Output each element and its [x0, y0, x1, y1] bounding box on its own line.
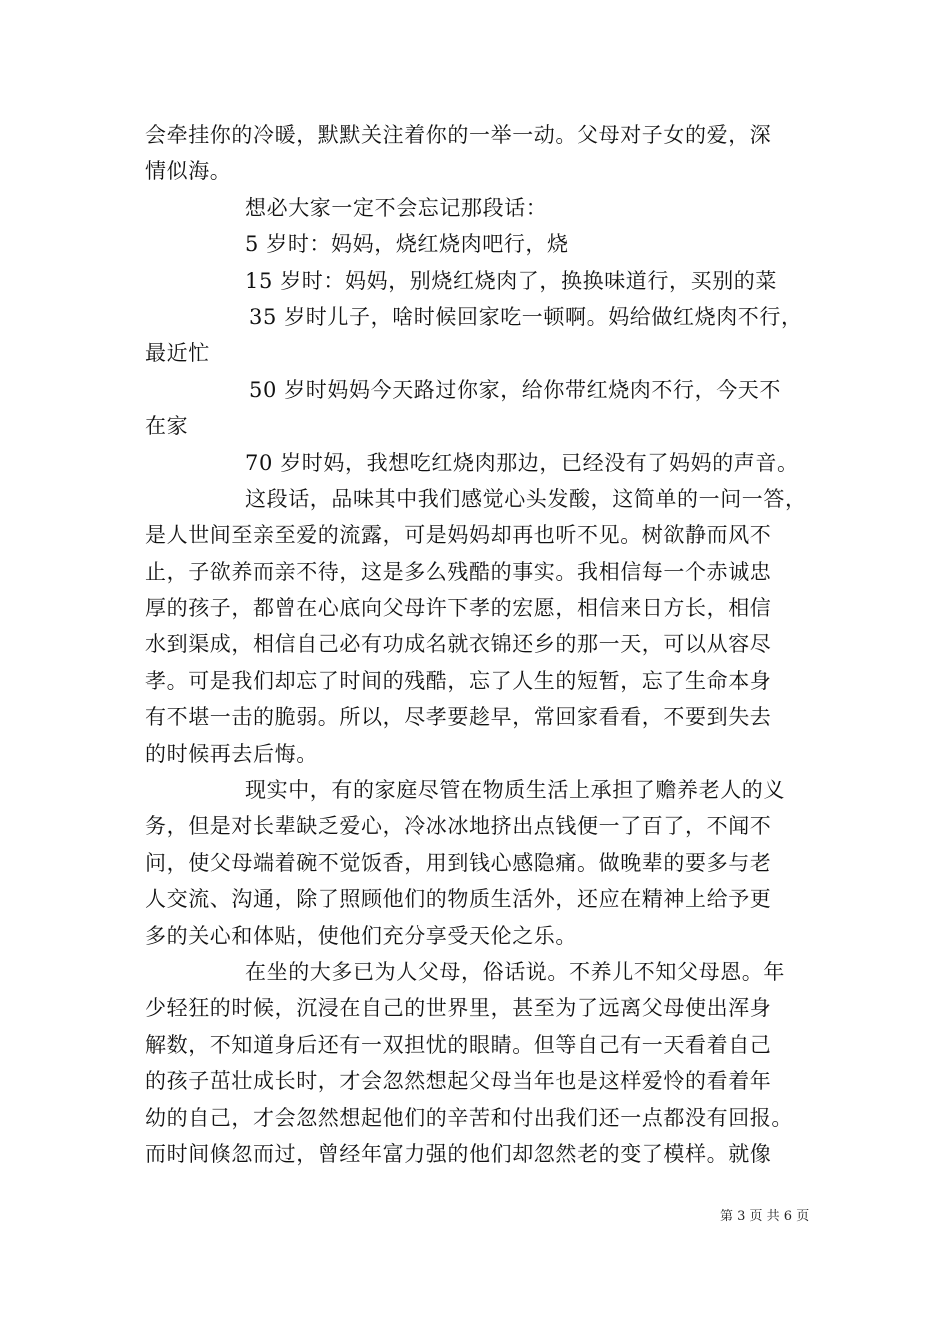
- text-line: 5 岁时：妈妈，烧红烧肉吧行，烧: [245, 232, 569, 257]
- text-line: 务，但是对长辈缺乏爱心，冷冰冰地挤出点钱便一了百了，不闻不: [145, 814, 772, 839]
- text-line: 情似海。: [145, 159, 232, 184]
- text-line: 的孩子茁壮成长时，才会忽然想起父母当年也是这样爱怜的看着年: [145, 1069, 772, 1094]
- text-line: 在家: [145, 414, 189, 439]
- text-line: 厚的孩子，都曾在心底向父母许下孝的宏愿，相信来日方长，相信: [145, 596, 772, 621]
- text-line: 的时候再去后悔。: [145, 741, 318, 766]
- text-line: 现实中，有的家庭尽管在物质生活上承担了赡养老人的义: [245, 778, 785, 803]
- text-line: 最近忙: [145, 341, 210, 366]
- text-line: 想必大家一定不会忘记那段话：: [245, 195, 548, 220]
- text-line: 人交流、沟通，除了照顾他们的物质生活外，还应在精神上给予更: [145, 887, 772, 912]
- page-number: 第 3 页 共 6 页: [720, 1209, 810, 1224]
- text-line: 35 岁时儿子，啥时候回家吃一顿啊。妈给做红烧肉不行，: [249, 304, 803, 329]
- document-body: [145, 117, 815, 1172]
- text-line: 幼的自己，才会忽然想起他们的辛苦和付出我们还一点都没有回报。: [145, 1105, 793, 1130]
- text-line: 这段话，品味其中我们感觉心头发酸，这简单的一问一答，: [245, 486, 807, 511]
- text-line: 而时间倏忽而过，曾经年富力强的他们却忽然老的变了模样。就像: [145, 1141, 772, 1166]
- text-line: 50 岁时妈妈今天路过你家，给你带红烧肉不行，今天不: [249, 377, 781, 402]
- text-line: 15 岁时：妈妈，别烧红烧肉了，换换味道行，买别的菜: [245, 268, 777, 293]
- text-line: 少轻狂的时候，沉浸在自己的世界里，甚至为了远离父母使出浑身: [145, 996, 772, 1021]
- text-line: 解数，不知道身后还有一双担忧的眼睛。但等自己有一天看着自己: [145, 1032, 772, 1057]
- text-line: 多的关心和体贴，使他们充分享受天伦之乐。: [145, 923, 577, 948]
- text-line: 问，使父母端着碗不觉饭香，用到钱心感隐痛。做晚辈的要多与老: [145, 850, 772, 875]
- text-line: 止，子欲养而亲不待，这是多么残酷的事实。我相信每一个赤诚忠: [145, 559, 772, 584]
- text-line: 有不堪一击的脆弱。所以，尽孝要趁早，常回家看看，不要到失去: [145, 705, 772, 730]
- text-line: 在坐的大多已为人父母，俗话说。不养儿不知父母恩。年: [245, 959, 785, 984]
- text-line: 水到渠成，相信自己必有功成名就衣锦还乡的那一天，可以从容尽: [145, 632, 772, 657]
- text-line: 会牵挂你的冷暖，默默关注着你的一举一动。父母对子女的爱，深: [145, 123, 772, 147]
- text-line: 孝。可是我们却忘了时间的残酷，忘了人生的短暂，忘了生命本身: [145, 668, 772, 693]
- text-line: 70 岁时妈，我想吃红烧肉那边，已经没有了妈妈的声音。: [245, 450, 799, 475]
- text-line: 是人世间至亲至爱的流露，可是妈妈却再也听不见。树欲静而风不: [145, 523, 772, 548]
